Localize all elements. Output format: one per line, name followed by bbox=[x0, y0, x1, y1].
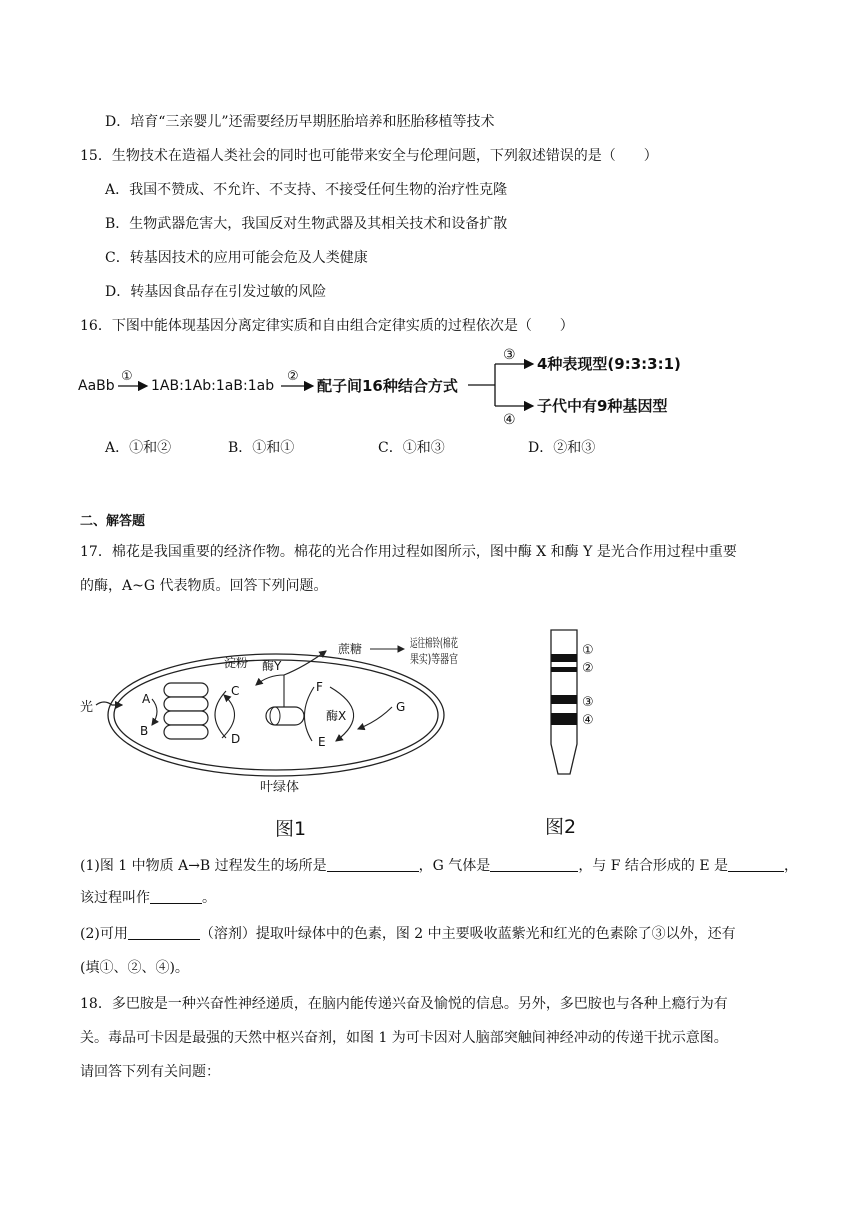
q17-sub1-blank-4[interactable] bbox=[150, 889, 202, 904]
q17-sub1-line2 bbox=[80, 888, 216, 908]
fig1-g-label: G bbox=[396, 700, 406, 714]
q16-option-c: C．①和③ bbox=[378, 440, 445, 456]
fig1-sucrose-label: 蔗糖 bbox=[338, 642, 363, 656]
q17-figure1 bbox=[78, 625, 487, 825]
q17-sub1-blank-3[interactable] bbox=[728, 857, 784, 872]
q16-option-b: B．①和① bbox=[228, 440, 295, 456]
flow-phenotypes: 4种表现型(9:3:3:1) bbox=[537, 355, 681, 373]
q15-option-a: A．我国不赞成、不允许、不支持、不接受任何生物的治疗性克隆 bbox=[105, 182, 508, 198]
flow-step3: ③ bbox=[503, 347, 516, 363]
fig1-chloroplast-label: 叶绿体 bbox=[260, 780, 300, 795]
fig1-enzyme-x-label: 酶X bbox=[326, 709, 347, 723]
q18-line3: 请回答下列有关问题： bbox=[80, 1064, 220, 1080]
q17-sub1-text-a: (1)图 1 中物质 A→B 过程发生的场所是 bbox=[80, 858, 327, 874]
q17-sub2-text-a: (2)可用 bbox=[80, 926, 128, 942]
fig2-caption: 图2 bbox=[545, 816, 577, 838]
q17-stem-line1: 17．棉花是我国重要的经济作物。棉花的光合作用过程如图所示，图中酶 X 和酶 Y 是光合作用过程中重要 bbox=[80, 544, 737, 560]
fig1-f-label: F bbox=[316, 680, 323, 694]
q16-stem: 16．下图中能体现基因分离定律实质和自由组合定律实质的过程依次是（ ） bbox=[80, 318, 574, 334]
fig1-d-label: D bbox=[231, 732, 241, 746]
q15-stem: 15．生物技术在造福人类社会的同时也可能带来安全与伦理问题，下列叙述错误的是（ ） bbox=[80, 148, 658, 164]
fig1-transport-label-1: 运往棉铃(棉花 bbox=[410, 636, 487, 650]
q17-sub1-text-f: 。 bbox=[202, 890, 216, 906]
fig1-a-label: A bbox=[142, 692, 151, 706]
q15-option-c: C．转基因技术的应用可能会危及人类健康 bbox=[105, 250, 368, 266]
flow-combine: 配子间16种结合方式 bbox=[317, 377, 458, 395]
q16-flow-diagram bbox=[75, 342, 695, 428]
q17-sub2-blank-1[interactable] bbox=[128, 925, 200, 940]
q17-sub1-blank-2[interactable] bbox=[490, 857, 578, 872]
flow-step4: ④ bbox=[503, 412, 516, 428]
section-title: 二、解答题 bbox=[80, 514, 146, 529]
q16-option-a: A．①和② bbox=[105, 440, 172, 456]
q16-option-d: D．②和③ bbox=[528, 440, 596, 456]
q15-option-d: D．转基因食品存在引发过敏的风险 bbox=[105, 284, 327, 300]
q17-sub1-text-b: ，G 气体是 bbox=[418, 858, 491, 874]
fig1-b-label: B bbox=[140, 724, 149, 738]
fig1-c-label: C bbox=[231, 684, 240, 698]
q17-stem-line2: 的酶，A~G 代表物质。回答下列问题。 bbox=[80, 578, 328, 594]
q17-sub1-text-d: ， bbox=[784, 858, 799, 874]
fig1-enzyme-y-label: 酶Y bbox=[262, 659, 282, 673]
q15-option-b: B．生物武器危害大，我国反对生物武器及其相关技术和设备扩散 bbox=[105, 216, 508, 232]
flow-genotypes: 子代中有9种基因型 bbox=[537, 397, 668, 415]
q17-sub2-text-b: （溶剂）提取叶绿体中的色素，图 2 中主要吸收蓝紫光和红光的色素除了③以外，还有 bbox=[199, 926, 736, 942]
q14-option-d: D．培育“三亲婴儿”还需要经历早期胚胎培养和胚胎移植等技术 bbox=[105, 114, 495, 130]
flow-gametes: 1AB:1Ab:1aB:1ab bbox=[151, 378, 275, 394]
fig1-e-label: E bbox=[318, 735, 326, 749]
fig2-band-1: ① bbox=[582, 643, 594, 658]
q18-line2: 关。毒品可卡因是最强的天然中枢兴奋剂，如图 1 为可卡因对人脑部突触间神经冲动的传递干扰示意图。 bbox=[80, 1030, 728, 1046]
fig1-light-label: 光 bbox=[80, 700, 94, 715]
q18-line1: 18．多巴胺是一种兴奋性神经递质，在脑内能传递兴奋及愉悦的信息。另外，多巴胺也与各种上瘾行为有 bbox=[80, 996, 728, 1012]
q17-figure2 bbox=[540, 628, 620, 778]
flow-step2: ② bbox=[287, 369, 299, 384]
q17-sub1-text-c: ，与 F 结合形成的 E 是 bbox=[578, 858, 729, 874]
q17-sub2-line2: (填①、②、④)。 bbox=[80, 960, 189, 976]
fig1-transport-label-2: 果实)等器官 bbox=[410, 652, 475, 666]
fig2-band-3: ③ bbox=[582, 695, 594, 710]
fig2-band-2: ② bbox=[582, 661, 594, 676]
q17-sub1-line1 bbox=[80, 856, 798, 876]
q17-sub1-blank-1[interactable] bbox=[327, 857, 419, 872]
q17-sub2-line1 bbox=[80, 924, 736, 944]
flow-step1: ① bbox=[121, 369, 133, 384]
q17-sub1-text-e: 该过程叫作 bbox=[80, 890, 150, 906]
fig2-band-4: ④ bbox=[582, 713, 594, 728]
fig1-starch-label: 淀粉 bbox=[224, 656, 249, 670]
fig1-caption: 图1 bbox=[275, 818, 307, 840]
flow-start: AaBb bbox=[78, 378, 115, 394]
